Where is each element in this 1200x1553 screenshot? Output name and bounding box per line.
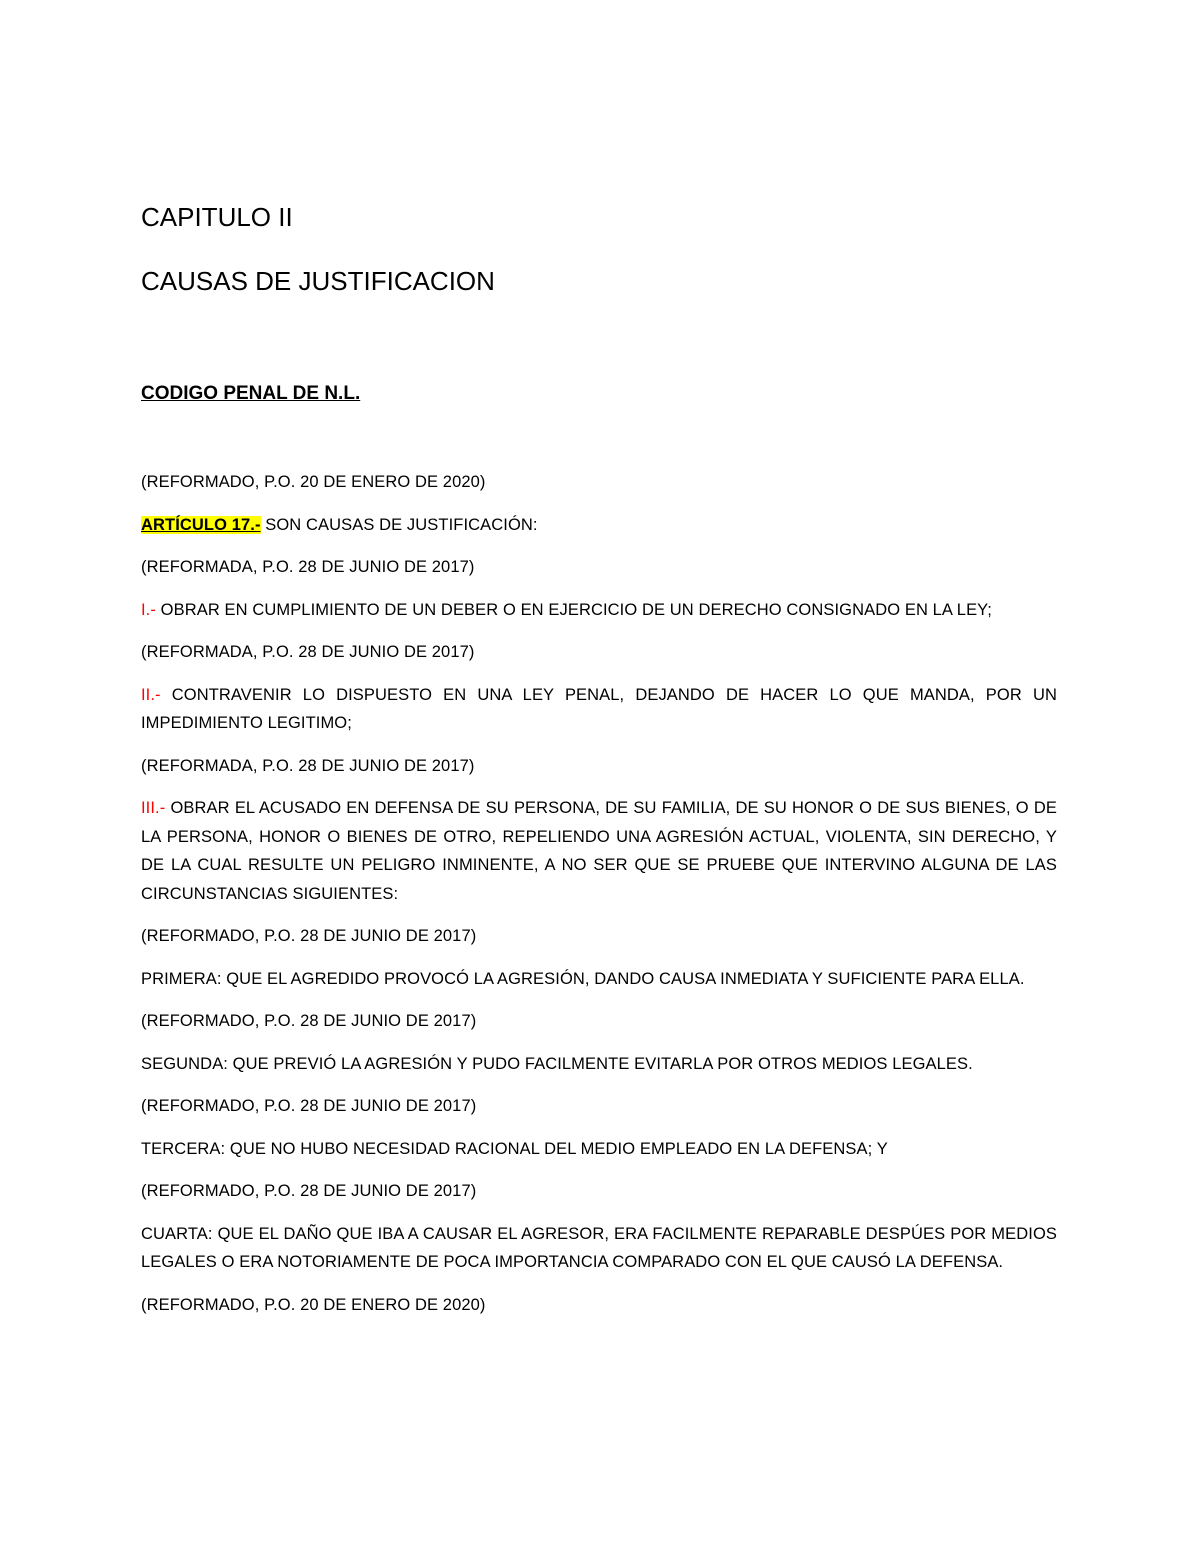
fraction-i-text: OBRAR EN CUMPLIMIENTO DE UN DEBER O EN EJERCICIO DE UN DERECHO CONSIGNADO EN LA LEY; (155, 600, 992, 619)
article-17-intro (141, 511, 1057, 540)
reform-note-3: (REFORMADA, P.O. 28 DE JUNIO DE 2017) (141, 756, 475, 775)
reform-note-header: (REFORMADO, P.O. 20 DE ENERO DE 2020) (141, 473, 486, 491)
fraction-iii-text: OBRAR EL ACUSADO EN DEFENSA DE SU PERSONA, DE SU FAMILIA, DE SU HONOR O DE SUS BIENES, O DE LA PERSONA, HONOR O BIENES DE OTRO, REPELIENDO UNA AGRESIÓN ACTUAL, VIOLENTA, SIN DERECHO, Y DE LA CUAL RESULTE UN PELIGRO INMINENTE, A NO SER QUE SE PRUEBE QUE INTERVINO ALGUNA DE LAS CIRCUNSTANCIAS SIGUIENTES: (141, 799, 1057, 903)
reform-note-5: (REFORMADO, P.O. 28 DE JUNIO DE 2017) (141, 1012, 477, 1030)
reform-note-6: (REFORMADO, P.O. 28 DE JUNIO DE 2017) (141, 1097, 477, 1115)
chapter-title: CAUSAS DE JUSTIFICACION (141, 266, 495, 296)
fraction-iii-number: III.- (141, 799, 166, 817)
document-body (141, 200, 1057, 1319)
reform-note-1: (REFORMADA, P.O. 28 DE JUNIO DE 2017) (141, 558, 475, 576)
code-title: CODIGO PENAL DE N.L. (141, 383, 361, 404)
circumstance-primera: PRIMERA: QUE EL AGREDIDO PROVOCÓ LA AGRESIÓN, DANDO CAUSA INMEDIATA Y SUFICIENTE PARA ELLA. (141, 969, 1025, 988)
chapter-heading: CAPITULO II (141, 202, 293, 232)
article-text: SON CAUSAS DE JUSTIFICACIÓN: (260, 515, 538, 534)
fraction-ii-text: CONTRAVENIR LO DISPUESTO EN UNA LEY PENAL, DEJANDO DE HACER LO QUE MANDA, POR UN IMPEDIMIENTO LEGITIMO; (141, 685, 1057, 732)
reform-note-8: (REFORMADO, P.O. 20 DE ENERO DE 2020) (141, 1295, 486, 1314)
fraction-ii-number: II.- (141, 685, 161, 704)
circumstance-segunda: SEGUNDA: QUE PREVIÓ LA AGRESIÓN Y PUDO FACILMENTE EVITARLA POR OTROS MEDIOS LEGALES. (141, 1054, 973, 1073)
fraction-ii (141, 681, 1057, 738)
circumstance-cuarta: CUARTA: QUE EL DAÑO QUE IBA A CAUSAR EL AGRESOR, ERA FACILMENTE REPARABLE DESPÚES POR MEDIOS LEGALES O ERA NOTORIAMENTE DE POCA IMPORTANCIA COMPARADO CON EL QUE CAUSÓ LA DEFENSA. (141, 1224, 1057, 1271)
reform-note-2: (REFORMADA, P.O. 28 DE JUNIO DE 2017) (141, 643, 475, 661)
circumstance-tercera: TERCERA: QUE NO HUBO NECESIDAD RACIONAL DEL MEDIO EMPLEADO EN LA DEFENSA; Y (141, 1139, 888, 1158)
fraction-i-number: I.- (141, 600, 156, 619)
article-label: ARTÍCULO 17.- (141, 515, 261, 534)
reform-note-7: (REFORMADO, P.O. 28 DE JUNIO DE 2017) (141, 1182, 477, 1200)
fraction-iii (141, 794, 1057, 908)
reform-note-4: (REFORMADO, P.O. 28 DE JUNIO DE 2017) (141, 927, 477, 945)
fraction-i (141, 596, 1057, 625)
